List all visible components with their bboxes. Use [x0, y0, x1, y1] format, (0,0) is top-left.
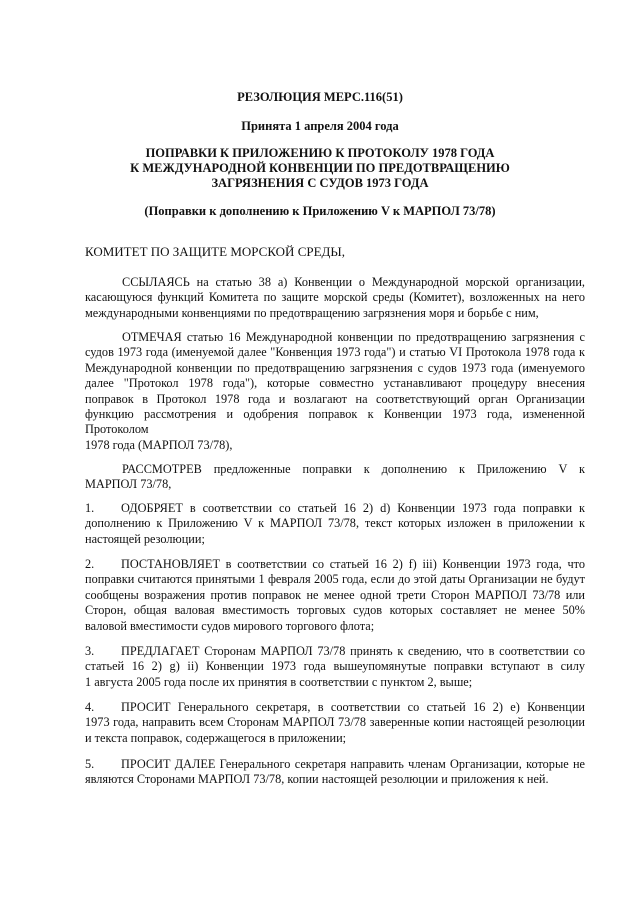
- paragraph-number: 4.: [85, 700, 95, 714]
- preamble-recalling: ССЫЛАЯСЬ на статью 38 а) Конвенции о Международной морской организации, касающуюся функций Комитета по защите морской среды (Комитет), возложенных на него международными конвенциями по предотвращению загрязнения моря и борьбе с ним,: [85, 275, 585, 320]
- operative-paragraph-1: 1. ОДОБРЯЕТ в соответствии со статьей 16 2) d) Конвенции 1973 года поправки к дополнению к Приложению V к МАРПОЛ 73/78, текст которых изложен в приложении к настоящей резолюции;: [85, 501, 585, 546]
- operative-paragraph-3: 3. ПРЕДЛАГАЕТ Сторонам МАРПОЛ 73/78 принять к сведению, что в соответствии со статьей 16 2) g) ii) Конвенции 1973 года вышеупомянутые поправки вступают в силу 1 августа 2005 года после их принятия в соответствии с пунктом 2, выше;: [85, 644, 585, 689]
- operative-paragraph-5: 5. ПРОСИТ ДАЛЕЕ Генерального секретаря направить членам Организации, которые не являются Сторонами МАРПОЛ 73/78, копии настоящей резолюции и приложения к ней.: [85, 757, 585, 787]
- paragraph-number: 5.: [85, 757, 95, 771]
- operative-paragraph-4: 4. ПРОСИТ Генерального секретаря, в соответствии со статьей 16 2) e) Конвенции 1973 года, направить всем Сторонам МАРПОЛ 73/78 заверенные копии настоящей резолюции и текста поправок, содержащегося в приложении;: [85, 700, 585, 745]
- preamble-having-considered: РАССМОТРЕВ предложенные поправки к дополнению к Приложению V к МАРПОЛ 73/78,: [85, 462, 585, 492]
- committee-heading: КОМИТЕТ ПО ЗАЩИТЕ МОРСКОЙ СРЕДЫ,: [85, 244, 345, 259]
- document-title: [0, 146, 640, 191]
- title-line: К МЕЖДУНАРОДНОЙ КОНВЕНЦИИ ПО ПРЕДОТВРАЩЕНИЮ: [130, 161, 510, 175]
- title-line: ПОПРАВКИ К ПРИЛОЖЕНИЮ К ПРОТОКОЛУ 1978 ГОДА: [145, 146, 495, 160]
- title-line: ЗАГРЯЗНЕНИЯ С СУДОВ 1973 ГОДА: [211, 176, 429, 190]
- preamble-noting: ОТМЕЧАЯ статью 16 Международной конвенции по предотвращению загрязнения с судов 1973 года (именуемой далее "Конвенция 1973 года") и статью VI Протокола 1978 года к Международной конвенции по предотвращению загрязнения с судов 1973 года (именуемого далее "Протокол 1978 года"), которые совместно устанавливают процедуру внесения поправок в Протокол 1978 года и возлагают на соответствующий орган Организации функцию рассмотрения и одобрения поправок к Конвенции 1973 года, измененной Протоколом 1978 года (МАРПОЛ 73/78),: [85, 330, 585, 452]
- resolution-number: РЕЗОЛЮЦИЯ МЕРС.116(51): [237, 90, 403, 104]
- adoption-date: Принята 1 апреля 2004 года: [241, 119, 399, 133]
- paragraph-number: 2.: [85, 557, 95, 571]
- paragraph-number: 3.: [85, 644, 95, 658]
- paragraph-number: 1.: [85, 501, 95, 515]
- document-subtitle: (Поправки к дополнению к Приложению V к МАРПОЛ 73/78): [144, 204, 496, 218]
- operative-paragraph-2: 2. ПОСТАНОВЛЯЕТ в соответствии со статьей 16 2) f) iii) Конвенции 1973 года, что поправки считаются принятыми 1 февраля 2005 года, если до этой даты Организации не будут сообщены возражения против поправок не менее одной трети Сторон МАРПОЛ 73/78 или Сторон, общая валовая вместимость торговых судов которых составляет не менее 50% валовой вместимости судов мирового торгового флота;: [85, 557, 585, 633]
